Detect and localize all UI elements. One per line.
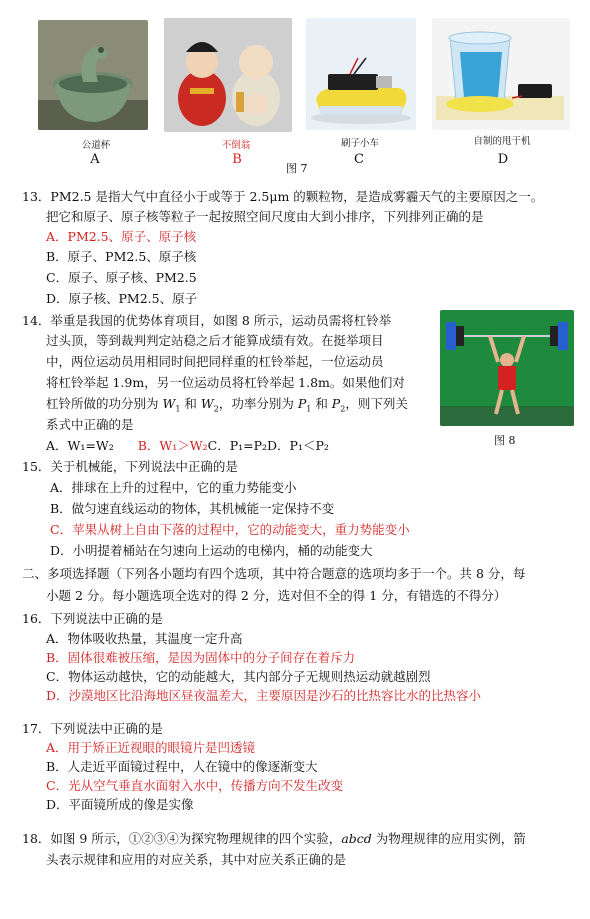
q17-option-a: A．用于矫正近视眼的眼镜片是凹透镜 (46, 740, 256, 755)
photo-brush-car (306, 18, 416, 130)
q14-line3: 中，两位运动员用相同时间把同样重的杠铃举起，一位运动员 (46, 354, 384, 369)
q13-option-a: A．PM2.5、原子、原子核 (46, 229, 197, 244)
q18-line1: 18．如图 9 所示，①②③④为探究物理规律的四个实验，abcd 为物理规律的应用实例，箭 (22, 831, 526, 846)
q16-stem: 16．下列说法中正确的是 (22, 611, 163, 626)
q14-option-b: B．W₁＞W₂ (137, 438, 208, 453)
fig7-caption-a: 公道杯 (81, 140, 111, 151)
q15-stem: 15．关于机械能，下列说法中正确的是 (22, 459, 238, 474)
q13-stem-line1: 13．PM2.5 是指大气中直径小于或等于 2.5μm 的颗粒物，是造成雾霾天气的主要原因之一。 (22, 189, 544, 204)
q15-option-a: A．排球在上升的过程中，它的重力势能变小 (50, 480, 297, 495)
q17-option-d: D．平面镜所成的像是实像 (46, 797, 194, 812)
q14-options (46, 436, 329, 455)
fig7-caption-b: 不倒翁 (221, 140, 251, 151)
power-symbol-p1: P (297, 396, 307, 411)
fig7-letter-d: D (497, 152, 509, 167)
section2-heading-line1: 二、多项选择题（下列各小题均有四个选项，其中符合题意的选项均多于一个。共 8 分，每 (22, 566, 526, 581)
q15-option-c: C．苹果从树上自由下落的过程中，它的动能变大，重力势能变小 (50, 522, 410, 537)
figure-7-label: 图 7 (286, 162, 308, 175)
q13-stem-line2: 把它和原子、原子核等粒子一起按照空间尺度由大到小排序，下列排列正确的是 (46, 209, 484, 224)
work-symbol-w2: W (200, 396, 214, 411)
fig7-caption-c: 刷子小车 (340, 138, 379, 149)
q14-line2: 过头顶，等到裁判判定站稳之后才能算成绩有效。在挺举项目 (46, 333, 384, 348)
q16-option-c: C．物体运动越快，它的动能越大，其内部分子无规则热运动就越剧烈 (46, 669, 431, 684)
section2-heading-line2: 小题 2 分。每小题选项全选对的得 2 分，选对但不全的得 1 分，有错选的不得分） (46, 588, 507, 603)
q17-option-c: C．光从空气垂直水面射入水中，传播方向不发生改变 (46, 778, 344, 793)
q14-line1: 14．举重是我国的优势体育项目，如图 8 所示，运动员需将杠铃举 (22, 313, 392, 328)
q14-option-a: A．W₁=W₂ (46, 438, 114, 453)
q17-stem: 17．下列说法中正确的是 (22, 721, 163, 736)
q16-option-b: B．固体很难被压缩，是因为固体中的分子间存在着斥力 (46, 650, 356, 665)
fig7-letter-b: B (232, 152, 242, 167)
fig7-letter-c: C (354, 152, 364, 167)
q14-option-d: D．P₁＜P₂ (267, 438, 329, 453)
q13-option-d: D．原子核、PM2.5、原子 (46, 291, 198, 306)
photo-gongdao-cup (38, 20, 148, 130)
q18-abcd: abcd (341, 831, 372, 846)
q16-option-a: A．物体吸收热量，其温度一定升高 (46, 631, 243, 646)
q13-option-b: B．原子、PM2.5、原子核 (46, 249, 197, 264)
photo-roly-poly (164, 18, 292, 132)
q15-option-b: B．做匀速直线运动的物体，其机械能一定保持不变 (50, 501, 335, 516)
q15-option-d: D．小明提着桶站在匀速向上运动的电梯内，桶的动能变大 (50, 543, 373, 558)
q13-option-c: C．原子、原子核、PM2.5 (46, 270, 197, 285)
photo-weightlifter (440, 310, 574, 426)
fig7-caption-d: 自制的甩干机 (473, 136, 531, 147)
figure-8-label: 图 8 (494, 434, 516, 447)
q14-line4: 将杠铃举起 1.9m，另一位运动员将杠铃举起 1.8m。如果他们对 (46, 375, 405, 390)
photo-spin-dryer (432, 18, 570, 130)
q14-line6: 系式中正确的是 (46, 417, 134, 432)
q14-line5: 杠铃所做的功分别为 $W_1$ 和 $W_2$，功率分别为 $P_1$ 和 $P_2$，则下列关 (46, 396, 408, 414)
q14-option-c: C．P₁=P₂ (207, 438, 268, 453)
q18-line2: 头表示规律和应用的对应关系，其中对应关系正确的是 (46, 852, 347, 867)
q16-option-d: D．沙漠地区比沿海地区昼夜温差大，主要原因是沙石的比热容比水的比热容小 (46, 688, 482, 703)
work-symbol-w1: W (162, 396, 176, 411)
q17-option-b: B．人走近平面镜过程中，人在镜中的像逐渐变大 (46, 759, 318, 774)
power-symbol-p2: P (331, 396, 341, 411)
fig7-letter-a: A (90, 152, 100, 167)
